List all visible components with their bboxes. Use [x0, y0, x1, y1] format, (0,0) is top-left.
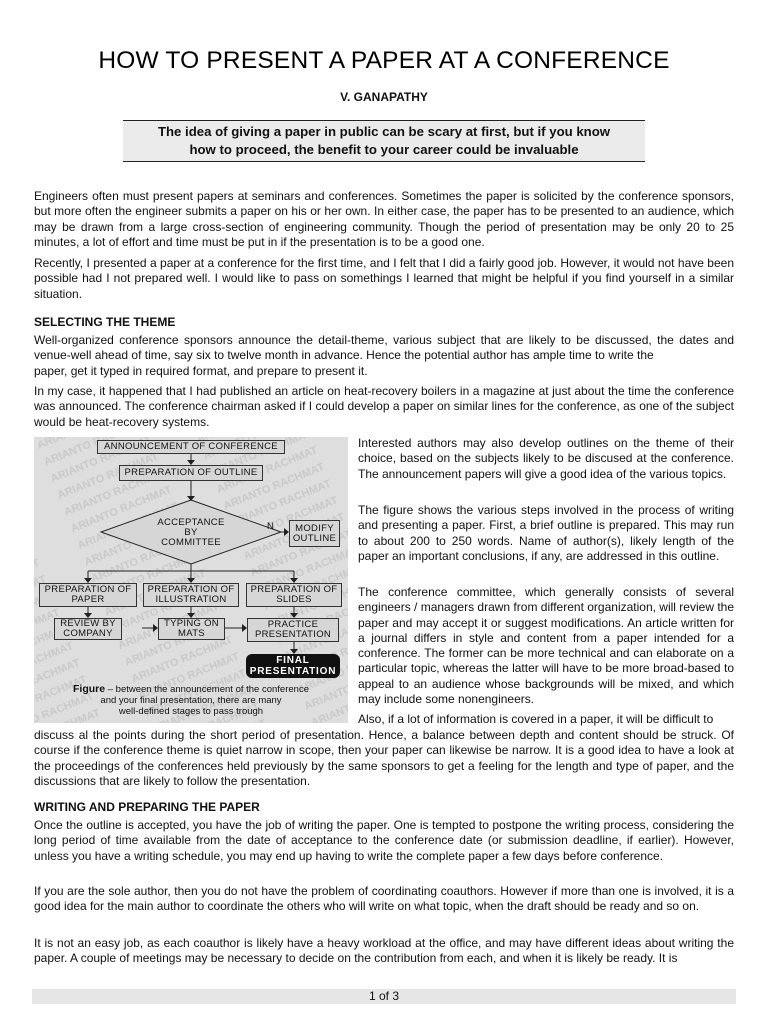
- step-practice-presentation: [247, 618, 339, 642]
- step-label: MATS: [178, 628, 205, 639]
- body-paragraph: If you are the sole author, then you do not have the problem of coordinating coauthors. However if more than one is involved, it is a good idea for the main author to coordinate the others who will write on what topic, when the draft should be ready and so on.: [34, 884, 734, 914]
- body-paragraph: Also, if a lot of information is covered in a paper, it will be difficult to: [358, 712, 714, 726]
- body-paragraph: [34, 333, 734, 379]
- section-heading: WRITING AND PREPARING THE PAPER: [34, 800, 260, 814]
- body-paragraph: Recently, I presented a paper at a conference for the first time, and I felt that I did a fairly good job. However, it would not have been possible had I not prepared well. I would like to pass on somethings I learned that might be helpful if you find yourself in a similar situation.: [34, 256, 734, 301]
- step-label: FINAL: [276, 655, 310, 666]
- step-outline: [119, 465, 263, 481]
- body-paragraph: Interested authors may also develop outlines on the theme of their choice, based on the subjects likely to be discused at the conference. The announcement papers will give a good idea of the various topics.: [358, 436, 734, 481]
- caption-text: well-defined stages to pass trough: [118, 706, 264, 717]
- body-paragraph: The figure shows the various steps involved in the process of writing and presenting a paper. First, a brief outline is prepared. This may run to about 200 to 250 words. Name of author(s), likely length of the paper an important conclusions, if any, are addressed in this outline.: [358, 503, 734, 563]
- decision-acceptance: [141, 518, 241, 548]
- step-label: PREPARATION OF: [147, 584, 235, 595]
- step-label: COMPANY: [63, 628, 113, 639]
- body-paragraph: Engineers often must present papers at seminars and conferences. Sometimes the paper is solicited by the conference sponsors, but more often the engineer submits a paper on his or her own. In either case, the paper has to be presented to an audience, which may be drawn from a large cross-section of engineering community. Though the period of presentation may be only 20 to 25 minutes, a lot of effort and time must be put in if the presentation is to be a good one.: [34, 189, 734, 249]
- flowchart-figure: [34, 437, 348, 723]
- step-label: SLIDES: [276, 594, 312, 605]
- decision-label: COMMITTEE: [161, 537, 221, 548]
- paragraph-text: paper, get it typed in required format, and prepare to present it.: [34, 363, 368, 378]
- body-paragraph: In my case, it happened that I had published an article on heat-recovery boilers in a magazine at just about the time the conference was announced. The conference chairman asked if I could develop a paper on similar lines for the conference, as one of the subject would be heat-recovery systems.: [34, 384, 734, 429]
- deck-line: how to proceed, the benefit to your career could be invaluable: [189, 142, 579, 157]
- page-number: 1 of 3: [32, 989, 736, 1004]
- step-final-presentation: [246, 654, 340, 678]
- step-label: PRESENTATION: [254, 629, 332, 640]
- step-preparation-slides: [246, 583, 342, 607]
- step-label: OUTLINE: [292, 532, 337, 544]
- body-paragraph: discuss al the points during the short period of presentation. Hence, a balance between depth and content should be struck. Of course if the conference theme is quiet narrow in scope, then your paper can likewise be narrow. It is a good idea to have a look at the proceedings of the conferences held previously by the same sponsors to get a feeling for the length and type of paper, and the discussions that are likely to follow the presentation.: [34, 728, 734, 788]
- step-label: ILLUSTRATION: [155, 594, 227, 605]
- body-paragraph: The conference committee, which generally consists of several engineers / managers drawn from different organization, will review the paper and may accept it or suggest modifications. An article written for a journal differs in style and content from a paper intended for a conference. The former can be more technical and can elaborate on a particular topic, whereas the latter will have to be more broad-based to appeal to an audience whose backgrounds will be mixed, and which may include some nonengineers.: [358, 585, 734, 707]
- deck-line: The idea of giving a paper in public can be scary at first, but if you know: [157, 124, 611, 139]
- step-label: TYPING ON: [164, 618, 219, 629]
- step-label: PREPARATION OF: [44, 584, 132, 595]
- step-label: PREPARATION OF OUTLINE: [124, 467, 258, 478]
- step-typing-mats: [158, 618, 225, 640]
- step-label: PAPER: [71, 594, 105, 605]
- step-label: PRESENTATION: [249, 666, 337, 677]
- step-review-company: [54, 618, 122, 640]
- section-heading: SELECTING THE THEME: [34, 315, 176, 329]
- step-label: PRACTICE: [267, 619, 319, 630]
- decision-label: BY: [184, 527, 198, 538]
- decision-label: ACCEPTANCE: [157, 517, 225, 528]
- caption-label: Figure: [73, 683, 106, 695]
- step-label: ANNOUNCEMENT OF CONFERENCE: [104, 441, 278, 452]
- step-preparation-paper: [39, 583, 137, 607]
- step-label: PREPARATION OF: [250, 584, 338, 595]
- step-announcement: [97, 440, 285, 454]
- paragraph-text: Well-organized conference sponsors announce the detail-theme, various subject that are likely to be discussed, the dates and venue-well ahead of time, say six to twelve month in advance. Hence the potential author has ample time to write the: [34, 333, 734, 363]
- figure-caption: [54, 684, 328, 717]
- author-name: V. GANAPATHY: [340, 90, 428, 104]
- caption-text: and your final presentation, there are many: [100, 695, 282, 706]
- step-modify-outline: [289, 520, 340, 547]
- body-paragraph: Once the outline is accepted, you have the job of writing the paper. One is tempted to postpone the writing process, considering the long period of time available from the date of acceptance to the conference date (or submission deadline, if earlier). However, unless you have a writing schedule, you may end up having to write the complete paper a few days before conference.: [34, 818, 734, 863]
- no-branch-label: N: [267, 521, 274, 532]
- step-preparation-illustration: [143, 583, 239, 607]
- caption-text: – between the announcement of the conference: [105, 684, 309, 695]
- deck-summary: [123, 120, 645, 162]
- body-paragraph: It is not an easy job, as each coauthor is likely have a heavy workload at the office, and may have different ideas about writing the paper. A couple of meetings may be necessary to decide on the contribution from each, and when it is likely be ready. It is: [34, 936, 734, 966]
- step-label: REVIEW BY: [60, 618, 116, 629]
- step-label: MODIFY: [295, 522, 334, 534]
- page-title: HOW TO PRESENT A PAPER AT A CONFERENCE: [98, 47, 670, 74]
